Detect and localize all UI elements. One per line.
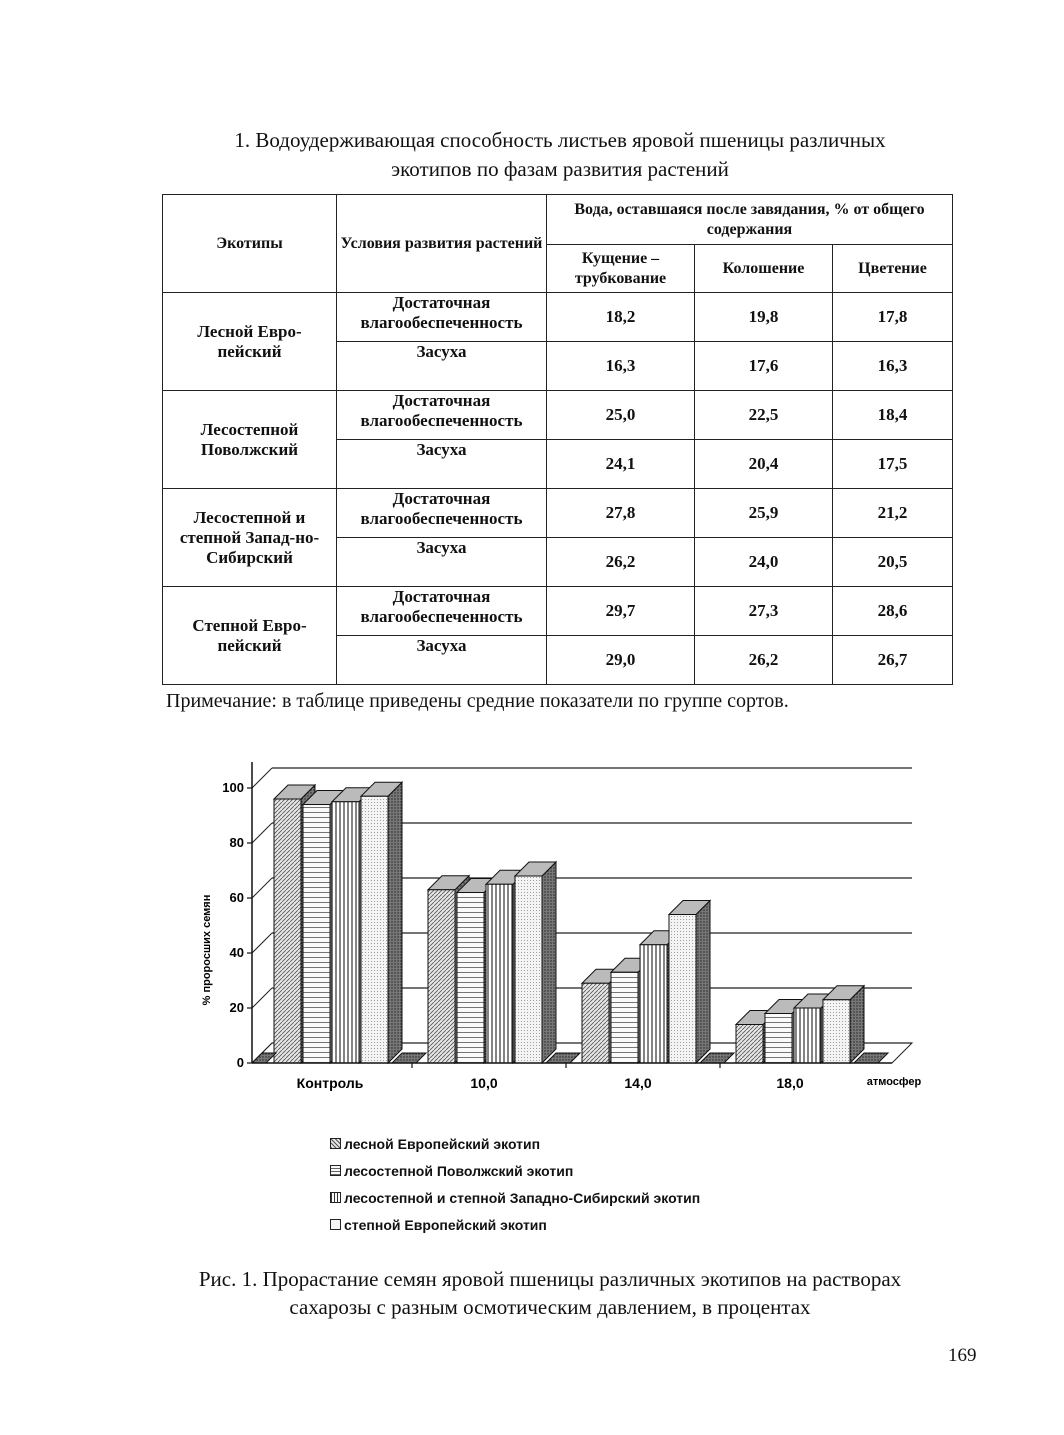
bar-side xyxy=(696,901,710,1064)
value-cell: 20,4 xyxy=(695,440,833,489)
legend-item xyxy=(330,1184,700,1211)
bar-side xyxy=(542,862,556,1063)
condition-cell: Достаточная влагообеспеченность xyxy=(337,391,547,440)
condition-cell: Достаточная влагообеспеченность xyxy=(337,293,547,342)
bar-front xyxy=(611,972,638,1063)
value-cell: 29,7 xyxy=(547,587,695,636)
y-tick-label: 100 xyxy=(222,780,244,795)
condition-cell: Засуха xyxy=(337,538,547,587)
header-water: Вода, оставшаяся после завядания, % от общего содержания xyxy=(547,195,953,245)
bar-front xyxy=(669,915,696,1064)
table-row xyxy=(163,489,953,538)
bar-front xyxy=(582,983,609,1063)
header-phase1: Кущение – трубкование xyxy=(547,245,695,293)
legend-item xyxy=(330,1157,700,1184)
value-cell: 17,6 xyxy=(695,342,833,391)
y-tick-label: 40 xyxy=(229,945,244,960)
value-cell: 21,2 xyxy=(833,489,953,538)
value-cell: 25,9 xyxy=(695,489,833,538)
value-cell: 26,2 xyxy=(547,538,695,587)
ecotype-cell: Лесной Евро-пейский xyxy=(163,293,337,391)
ecotype-cell: Лесостепной и степной Запад-но-Сибирский xyxy=(163,489,337,587)
bar-front xyxy=(361,796,388,1063)
table-row xyxy=(163,587,953,636)
table-title xyxy=(120,126,1000,184)
legend-label: лесостепной и степной Западно-Сибирский экотип xyxy=(344,1189,701,1206)
x-axis-label: атмосфер xyxy=(866,1076,922,1088)
x-tick-label: Контроль xyxy=(296,1075,364,1091)
table-title-line1: 1. Водоудерживающая способность листьев яровой пшеницы различных xyxy=(234,128,886,152)
value-cell: 22,5 xyxy=(695,391,833,440)
value-cell: 16,3 xyxy=(547,342,695,391)
table-note: Примечание: в таблице приведены средние показатели по группе сортов. xyxy=(166,690,789,712)
value-cell: 27,3 xyxy=(695,587,833,636)
y-tick-label: 20 xyxy=(229,1000,244,1015)
value-cell: 17,5 xyxy=(833,440,953,489)
value-cell: 19,8 xyxy=(695,293,833,342)
header-phase3: Цветение xyxy=(833,245,953,293)
legend-swatch-icon xyxy=(330,1192,341,1203)
bar xyxy=(361,782,402,1063)
header-conditions: Условия развития растений xyxy=(337,195,547,293)
value-cell: 17,8 xyxy=(833,293,953,342)
bar-front xyxy=(303,805,330,1064)
legend-label: лесной Европейский экотип xyxy=(344,1135,541,1152)
legend-swatch-icon xyxy=(330,1219,341,1230)
legend-item xyxy=(330,1130,700,1157)
condition-cell: Достаточная влагообеспеченность xyxy=(337,587,547,636)
gridline xyxy=(252,933,272,953)
caption-line2: сахарозы с разным осмотическим давлением, в процентах xyxy=(289,1295,811,1319)
bar-front xyxy=(457,893,484,1064)
table-title-line2: экотипов по фазам развития растений xyxy=(391,157,729,181)
y-tick-label: 60 xyxy=(229,890,244,905)
table-row xyxy=(163,391,953,440)
bar-front xyxy=(332,802,359,1063)
value-cell: 27,8 xyxy=(547,489,695,538)
x-tick-label: 10,0 xyxy=(470,1075,498,1091)
y-tick-label: 80 xyxy=(229,835,244,850)
value-cell: 26,2 xyxy=(695,636,833,685)
value-cell: 20,5 xyxy=(833,538,953,587)
bar-front xyxy=(515,876,542,1063)
x-tick-label: 18,0 xyxy=(776,1075,804,1091)
value-cell: 18,2 xyxy=(547,293,695,342)
gridline xyxy=(252,768,272,788)
caption-line1: Рис. 1. Прорастание семян яровой пшеницы различных экотипов на растворах xyxy=(198,1267,902,1291)
bar-front xyxy=(640,945,667,1063)
header-phase2: Колошение xyxy=(695,245,833,293)
value-cell: 18,4 xyxy=(833,391,953,440)
bar-front xyxy=(428,890,455,1063)
page-number: 169 xyxy=(948,1345,977,1366)
value-cell: 24,0 xyxy=(695,538,833,587)
chart-bars xyxy=(252,782,888,1063)
condition-cell: Засуха xyxy=(337,342,547,391)
data-table xyxy=(162,194,953,685)
value-cell: 25,0 xyxy=(547,391,695,440)
value-cell: 28,6 xyxy=(833,587,953,636)
bar-front xyxy=(765,1014,792,1064)
header-ecotype: Экотипы xyxy=(163,195,337,293)
chart-legend xyxy=(330,1130,700,1238)
figure-caption xyxy=(110,1265,990,1321)
table-body xyxy=(163,293,953,685)
condition-cell: Засуха xyxy=(337,440,547,489)
gridline xyxy=(252,823,272,843)
bar xyxy=(515,862,556,1063)
x-tick-label: 14,0 xyxy=(624,1075,652,1091)
bar-chart xyxy=(190,750,950,1110)
ecotype-cell: Степной Евро-пейский xyxy=(163,587,337,685)
legend-swatch-icon xyxy=(330,1138,341,1149)
bar-front xyxy=(794,1008,821,1063)
legend-swatch-icon xyxy=(330,1165,341,1176)
bar xyxy=(823,986,864,1063)
y-axis-label: % проросших семян xyxy=(201,894,213,1006)
y-tick-label: 0 xyxy=(236,1055,244,1070)
legend-item xyxy=(330,1211,700,1238)
bar-side xyxy=(388,782,402,1063)
value-cell: 16,3 xyxy=(833,342,953,391)
bar xyxy=(669,901,710,1064)
value-cell: 26,7 xyxy=(833,636,953,685)
bar-front xyxy=(823,1000,850,1063)
legend-label: степной Европейский экотип xyxy=(344,1216,547,1233)
condition-cell: Достаточная влагообеспеченность xyxy=(337,489,547,538)
bar-front xyxy=(736,1025,763,1064)
gridline xyxy=(252,878,272,898)
ecotype-cell: Лесостепной Поволжский xyxy=(163,391,337,489)
value-cell: 29,0 xyxy=(547,636,695,685)
bar-front xyxy=(274,799,301,1063)
bar-front xyxy=(486,884,513,1063)
floor-block xyxy=(252,1053,276,1063)
table-row xyxy=(163,293,953,342)
value-cell: 24,1 xyxy=(547,440,695,489)
legend-label: лесостепной Поволжский экотип xyxy=(344,1162,574,1179)
gridline xyxy=(252,988,272,1008)
condition-cell: Засуха xyxy=(337,636,547,685)
